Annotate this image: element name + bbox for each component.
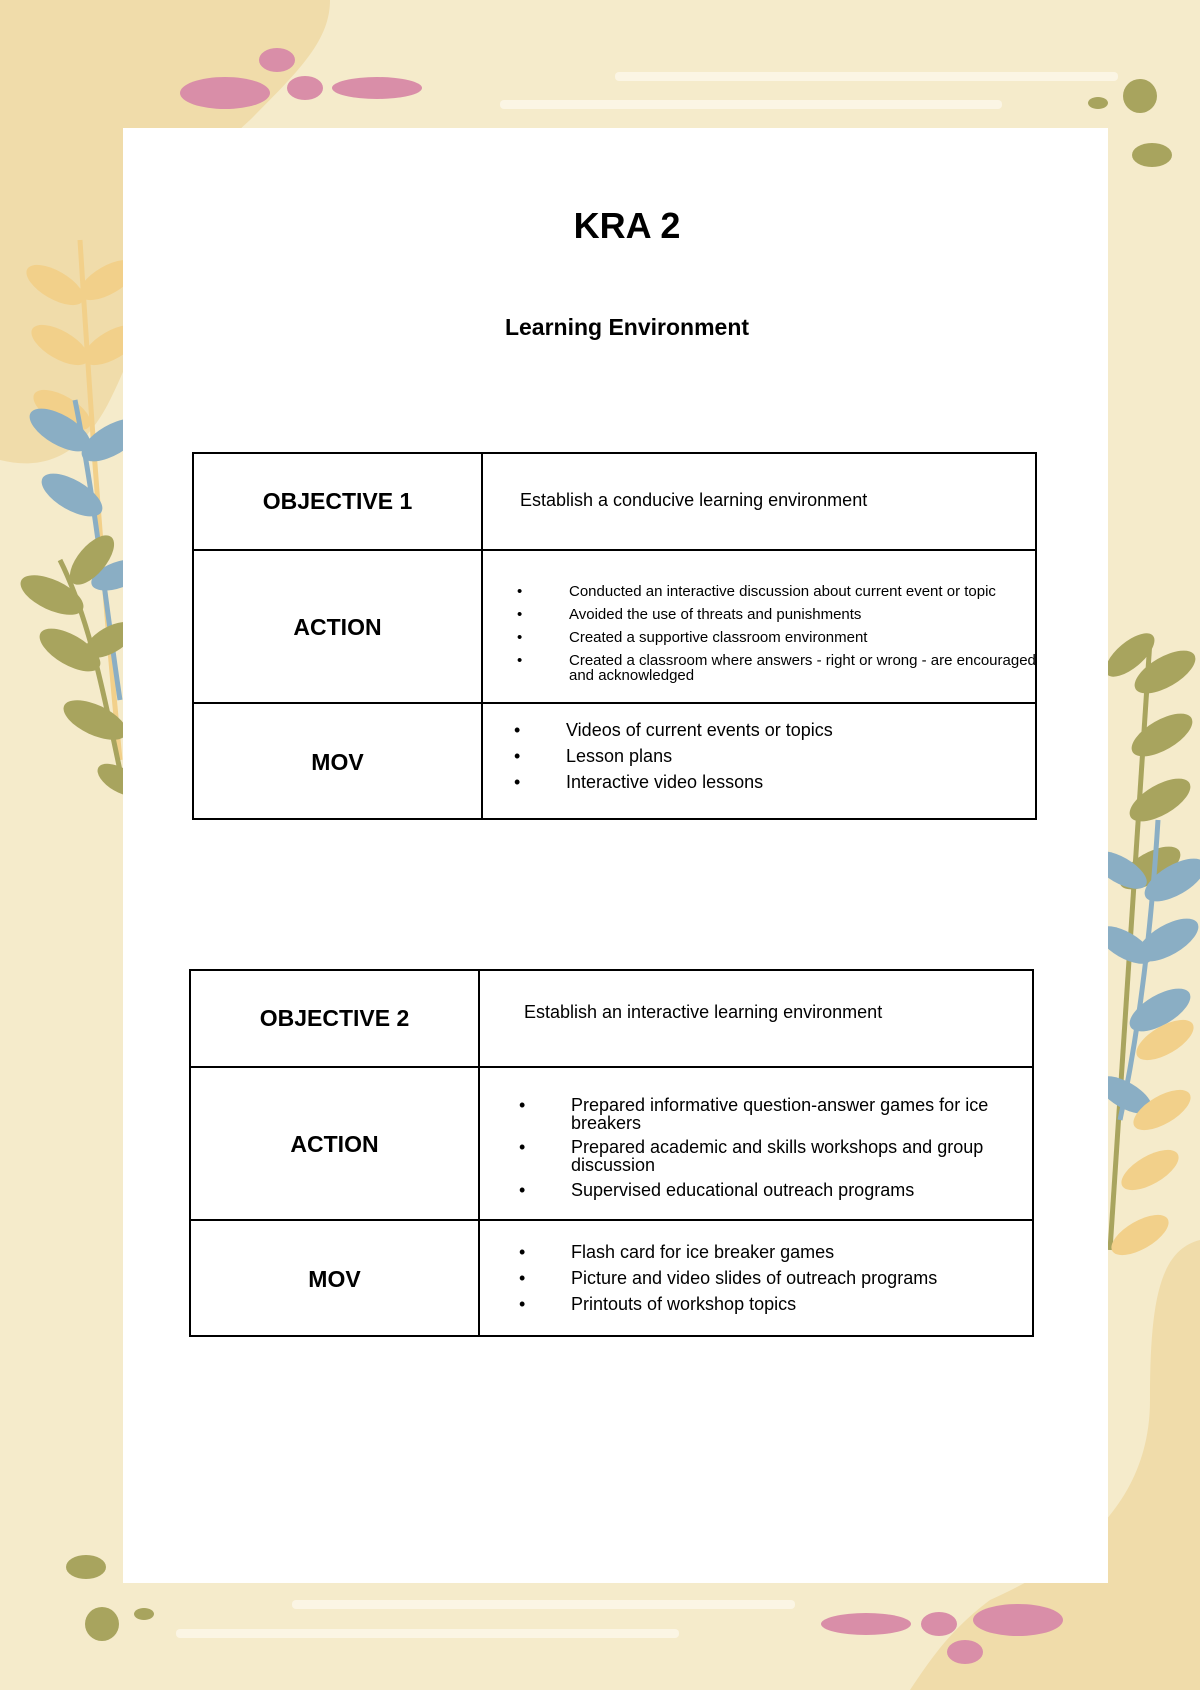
objective-table bbox=[189, 969, 1034, 1337]
list-item: • Created a supportive classroom environment bbox=[569, 630, 1064, 645]
mov-row bbox=[194, 702, 1035, 820]
objective-row bbox=[191, 971, 1032, 1066]
mov-cell bbox=[483, 704, 1035, 820]
action-label: ACTION bbox=[191, 1068, 480, 1221]
objective-row bbox=[194, 454, 1035, 549]
pink-dot bbox=[947, 1640, 983, 1664]
olive-dot bbox=[1123, 79, 1157, 113]
list-item: • Flash card for ice breaker games bbox=[571, 1242, 1011, 1263]
list-item: • Lesson plans bbox=[566, 746, 1026, 767]
list-item: • Supervised educational outreach programs bbox=[571, 1180, 1011, 1200]
action-list bbox=[571, 1096, 1011, 1206]
olive-dot bbox=[1088, 97, 1108, 109]
list-item: • Created a classroom where answers - right or wrong - are encouraged and acknowledged bbox=[569, 653, 1064, 683]
objective-label: OBJECTIVE 2 bbox=[191, 971, 480, 1066]
pink-dot bbox=[821, 1613, 911, 1635]
action-row bbox=[191, 1066, 1032, 1221]
action-row bbox=[194, 549, 1035, 704]
light-stripe bbox=[615, 72, 1118, 81]
pink-dot bbox=[180, 77, 270, 109]
pink-dot bbox=[921, 1612, 957, 1636]
objective-statement: Establish a conducive learning environment bbox=[520, 490, 868, 510]
pink-dot bbox=[259, 48, 295, 72]
action-cell bbox=[480, 1068, 1032, 1221]
list-item: • Prepared academic and skills workshops and group discussion bbox=[571, 1138, 1011, 1174]
action-cell bbox=[483, 551, 1035, 704]
olive-dot bbox=[66, 1555, 106, 1579]
objective-cell bbox=[483, 454, 1035, 549]
objective-table bbox=[192, 452, 1037, 820]
mov-list bbox=[566, 720, 1026, 798]
list-item: • Conducted an interactive discussion about current event or topic bbox=[569, 584, 1064, 599]
mov-list bbox=[571, 1242, 1011, 1320]
light-stripe bbox=[292, 1600, 795, 1609]
objective-statement: Establish an interactive learning environment bbox=[524, 1002, 883, 1022]
mov-label: MOV bbox=[191, 1221, 480, 1337]
list-item: • Prepared informative question-answer games for ice breakers bbox=[571, 1096, 1011, 1132]
olive-dot bbox=[85, 1607, 119, 1641]
pink-dot bbox=[332, 77, 422, 99]
action-label: ACTION bbox=[194, 551, 483, 704]
mov-label: MOV bbox=[194, 704, 483, 820]
page-subtitle: Learning Environment bbox=[504, 314, 750, 340]
objective-cell bbox=[480, 971, 1032, 1066]
list-item: • Videos of current events or topics bbox=[566, 720, 1026, 741]
action-list bbox=[569, 584, 1064, 691]
olive-dot bbox=[1132, 143, 1172, 167]
light-stripe bbox=[176, 1629, 679, 1638]
list-item: • Interactive video lessons bbox=[566, 772, 1026, 793]
light-stripe bbox=[500, 100, 1002, 109]
page-title: KRA 2 bbox=[573, 205, 681, 246]
list-item: • Avoided the use of threats and punishments bbox=[569, 607, 1064, 622]
objective-label: OBJECTIVE 1 bbox=[194, 454, 483, 549]
mov-cell bbox=[480, 1221, 1032, 1337]
document-sheet bbox=[123, 128, 1108, 1583]
pink-dot bbox=[287, 76, 323, 100]
pink-dot bbox=[973, 1604, 1063, 1636]
list-item: • Picture and video slides of outreach programs bbox=[571, 1268, 1011, 1289]
olive-dot bbox=[134, 1608, 154, 1620]
list-item: • Printouts of workshop topics bbox=[571, 1294, 1011, 1315]
mov-row bbox=[191, 1219, 1032, 1337]
